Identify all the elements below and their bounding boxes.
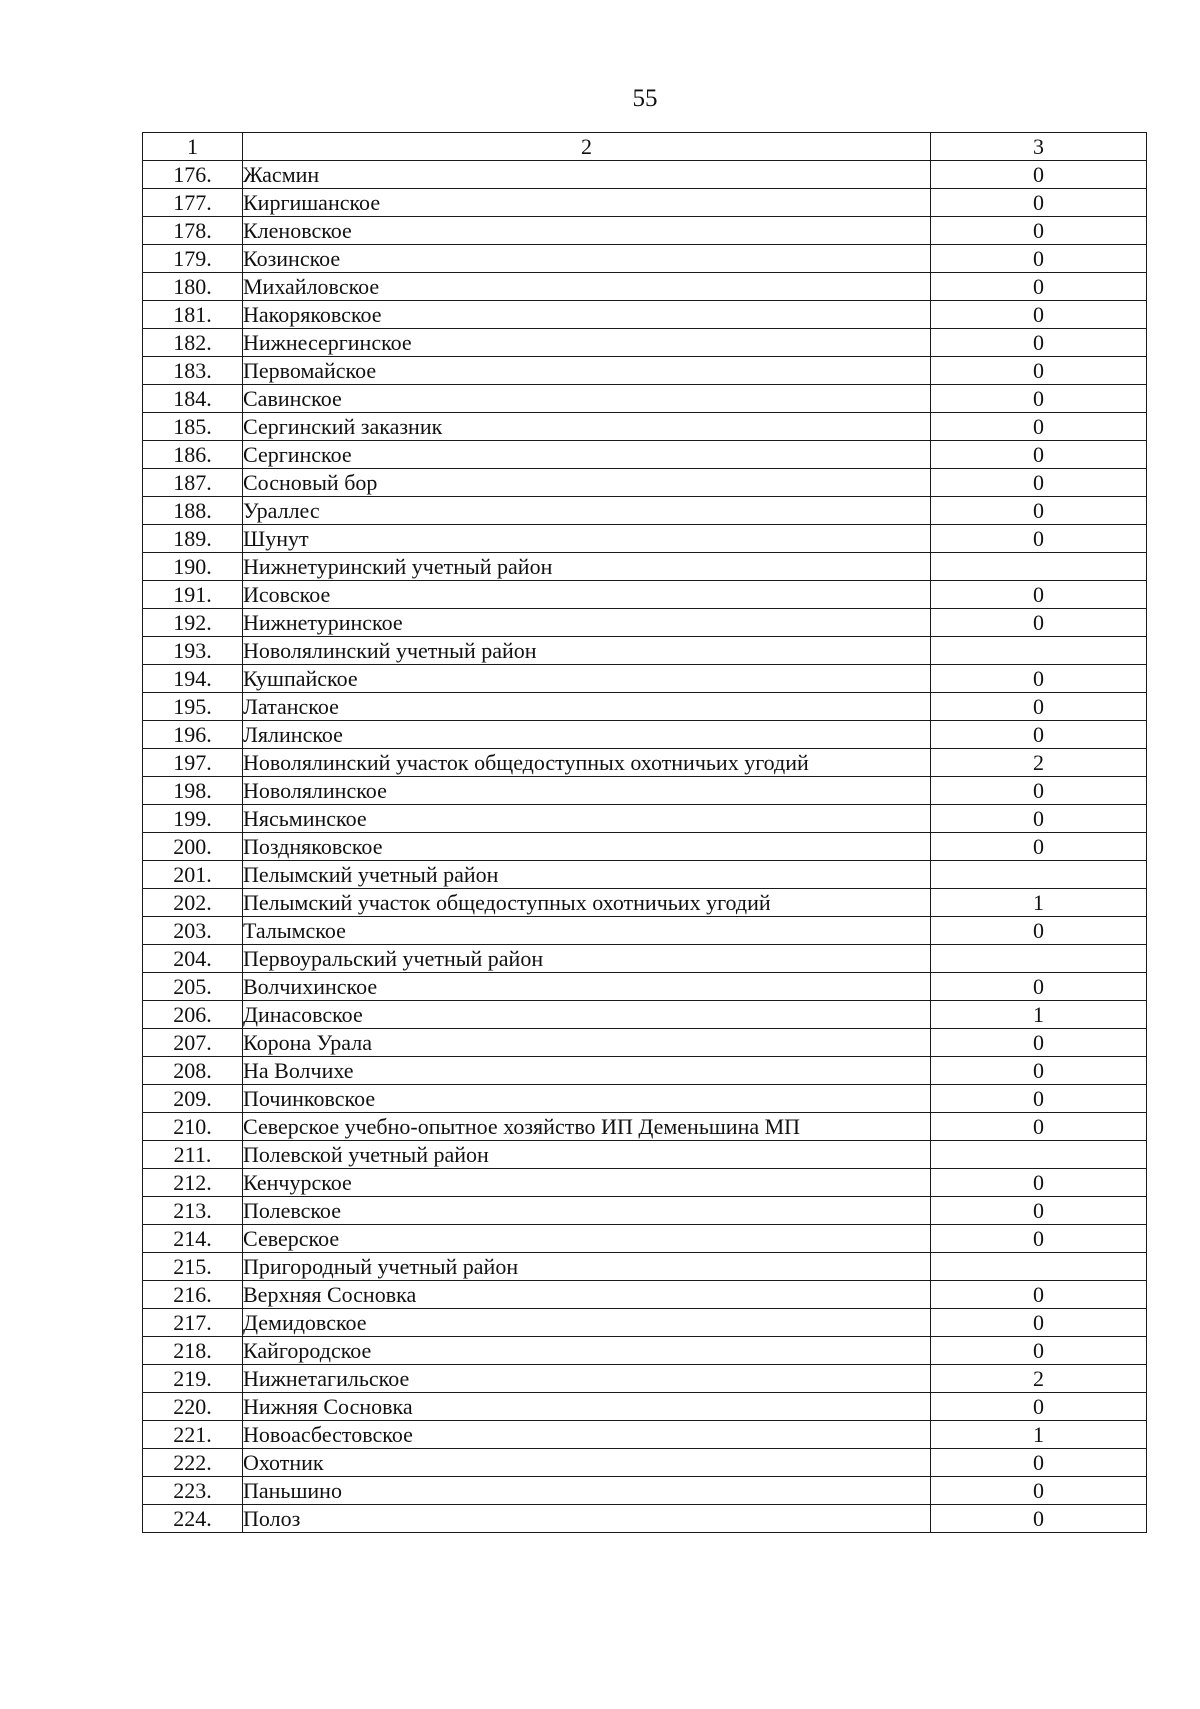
row-value: 0 [931,1225,1147,1253]
table-row [143,553,1147,581]
row-value [931,861,1147,889]
row-name: Кушпайское [243,665,931,693]
table-row [143,889,1147,917]
row-name: Демидовское [243,1309,931,1337]
row-value: 0 [931,1337,1147,1365]
row-number: 203. [143,917,243,945]
row-value: 0 [931,441,1147,469]
table-row [143,749,1147,777]
row-number: 185. [143,413,243,441]
row-name: Исовское [243,581,931,609]
table-row [143,1225,1147,1253]
row-name: Новолялинский учетный район [243,637,931,665]
row-name: Паньшино [243,1477,931,1505]
row-value: 0 [931,1449,1147,1477]
row-name: Пелымский участок общедоступных охотничьих угодий [243,889,931,917]
row-number: 180. [143,273,243,301]
row-number: 214. [143,1225,243,1253]
row-number: 199. [143,805,243,833]
table-row [143,1393,1147,1421]
table-row [143,385,1147,413]
table-row [143,805,1147,833]
row-name: Волчихинское [243,973,931,1001]
table-row [143,581,1147,609]
row-value: 0 [931,609,1147,637]
row-number: 216. [143,1281,243,1309]
row-name: Новоасбестовское [243,1421,931,1449]
row-value: 0 [931,301,1147,329]
table-row [143,1449,1147,1477]
row-number: 218. [143,1337,243,1365]
table-row [143,413,1147,441]
row-number: 223. [143,1477,243,1505]
table-row [143,637,1147,665]
row-name: Первомайское [243,357,931,385]
table-body [143,133,1147,1533]
row-number: 211. [143,1141,243,1169]
table-row [143,525,1147,553]
table-row [143,1309,1147,1337]
row-value: 0 [931,721,1147,749]
data-table [142,132,1147,1533]
table-row [143,1113,1147,1141]
row-number: 220. [143,1393,243,1421]
row-number: 221. [143,1421,243,1449]
row-name: Новолялинский участок общедоступных охотничьих угодий [243,749,931,777]
row-name: Талымское [243,917,931,945]
row-value: 0 [931,917,1147,945]
row-number: 191. [143,581,243,609]
row-number: 200. [143,833,243,861]
row-name: Латанское [243,693,931,721]
table-row [143,1337,1147,1365]
row-value [931,637,1147,665]
row-number: 188. [143,497,243,525]
row-number: 210. [143,1113,243,1141]
row-name: Нясьминское [243,805,931,833]
table-row [143,1141,1147,1169]
page-number: 55 [632,85,658,112]
row-name: Северское учебно-опытное хозяйство ИП Деменьшина МП [243,1113,931,1141]
row-number: 183. [143,357,243,385]
row-value: 0 [931,385,1147,413]
row-name: Нижнетуринское [243,609,931,637]
row-value: 0 [931,665,1147,693]
row-number: 176. [143,161,243,189]
row-value: 0 [931,1113,1147,1141]
row-value: 0 [931,329,1147,357]
row-name: Сергинский заказник [243,413,931,441]
row-name: На Волчихе [243,1057,931,1085]
table-row [143,1197,1147,1225]
row-value: 0 [931,217,1147,245]
row-name: Сергинское [243,441,931,469]
row-value [931,1253,1147,1281]
row-value [931,1141,1147,1169]
table-row [143,721,1147,749]
table-row [143,1085,1147,1113]
row-value: 0 [931,1281,1147,1309]
row-number: 198. [143,777,243,805]
table-row [143,357,1147,385]
row-value: 0 [931,1057,1147,1085]
row-value: 0 [931,189,1147,217]
row-value: 0 [931,777,1147,805]
row-name: Полевской учетный район [243,1141,931,1169]
row-name: Сосновый бор [243,469,931,497]
table-row [143,1029,1147,1057]
row-name: Кенчурское [243,1169,931,1197]
table-row [143,273,1147,301]
table-row [143,1057,1147,1085]
row-number: 177. [143,189,243,217]
row-name: Починковское [243,1085,931,1113]
row-number: 207. [143,1029,243,1057]
table-row [143,833,1147,861]
row-name: Кленовское [243,217,931,245]
row-value: 0 [931,1393,1147,1421]
row-value: 0 [931,1309,1147,1337]
row-name: Нижняя Сосновка [243,1393,931,1421]
row-name: Накоряковское [243,301,931,329]
table-row [143,1365,1147,1393]
row-number: 208. [143,1057,243,1085]
row-number: 201. [143,861,243,889]
row-number: 205. [143,973,243,1001]
row-name: Полоз [243,1505,931,1533]
row-name: Полевское [243,1197,931,1225]
row-value: 0 [931,973,1147,1001]
row-number: 190. [143,553,243,581]
row-number: 215. [143,1253,243,1281]
row-name: Ураллес [243,497,931,525]
row-value: 2 [931,749,1147,777]
row-value: 1 [931,889,1147,917]
row-value: 0 [931,245,1147,273]
row-number: 197. [143,749,243,777]
table-row [143,497,1147,525]
row-number: 212. [143,1169,243,1197]
row-value: 0 [931,161,1147,189]
row-name: Нижнетагильское [243,1365,931,1393]
row-number: 178. [143,217,243,245]
row-name: Северское [243,1225,931,1253]
row-name: Нижнетуринский учетный район [243,553,931,581]
row-name: Поздняковское [243,833,931,861]
row-value: 0 [931,273,1147,301]
row-name: Лялинское [243,721,931,749]
table-row [143,861,1147,889]
table-row [143,1477,1147,1505]
column-header-name: 2 [243,133,931,161]
row-name: Кайгородское [243,1337,931,1365]
table-header-row [143,133,1147,161]
row-value: 0 [931,525,1147,553]
row-number: 194. [143,665,243,693]
row-number: 189. [143,525,243,553]
row-value: 1 [931,1001,1147,1029]
row-value: 0 [931,357,1147,385]
row-name: Охотник [243,1449,931,1477]
table-row [143,1505,1147,1533]
row-name: Жасмин [243,161,931,189]
row-name: Шунут [243,525,931,553]
table-row [143,1421,1147,1449]
row-value: 0 [931,805,1147,833]
table-row [143,693,1147,721]
row-number: 195. [143,693,243,721]
table-row [143,301,1147,329]
row-value: 0 [931,497,1147,525]
row-number: 213. [143,1197,243,1225]
table-row [143,1169,1147,1197]
table-row [143,665,1147,693]
row-number: 209. [143,1085,243,1113]
row-number: 186. [143,441,243,469]
row-value: 0 [931,413,1147,441]
row-number: 219. [143,1365,243,1393]
row-number: 206. [143,1001,243,1029]
row-number: 202. [143,889,243,917]
row-value: 0 [931,1085,1147,1113]
row-value: 0 [931,1197,1147,1225]
row-number: 224. [143,1505,243,1533]
row-number: 179. [143,245,243,273]
table-row [143,1281,1147,1309]
row-number: 181. [143,301,243,329]
row-name: Динасовское [243,1001,931,1029]
table-row [143,973,1147,1001]
table-row [143,245,1147,273]
row-name: Новолялинское [243,777,931,805]
row-value: 0 [931,833,1147,861]
column-header-value: 3 [931,133,1147,161]
row-number: 187. [143,469,243,497]
table-row [143,329,1147,357]
table-row [143,189,1147,217]
row-value: 0 [931,581,1147,609]
row-number: 193. [143,637,243,665]
row-value: 0 [931,1029,1147,1057]
row-value: 0 [931,693,1147,721]
table-row [143,441,1147,469]
row-value: 1 [931,1421,1147,1449]
row-number: 204. [143,945,243,973]
row-value: 0 [931,1169,1147,1197]
row-number: 184. [143,385,243,413]
row-value: 0 [931,1505,1147,1533]
table-row [143,917,1147,945]
row-name: Савинское [243,385,931,413]
row-number: 192. [143,609,243,637]
row-name: Козинское [243,245,931,273]
row-number: 217. [143,1309,243,1337]
row-name: Нижнесергинское [243,329,931,357]
table-row [143,1001,1147,1029]
table-row [143,161,1147,189]
row-value: 0 [931,469,1147,497]
column-header-number: 1 [143,133,243,161]
row-number: 196. [143,721,243,749]
row-name: Пригородный учетный район [243,1253,931,1281]
row-number: 222. [143,1449,243,1477]
table-row [143,1253,1147,1281]
row-name: Корона Урала [243,1029,931,1057]
table-row [143,777,1147,805]
row-name: Киргишанское [243,189,931,217]
row-name: Верхняя Сосновка [243,1281,931,1309]
table-row [143,609,1147,637]
row-value: 0 [931,1477,1147,1505]
row-value [931,945,1147,973]
row-value [931,553,1147,581]
row-name: Пелымский учетный район [243,861,931,889]
row-value: 2 [931,1365,1147,1393]
table-row [143,469,1147,497]
row-name: Михайловское [243,273,931,301]
row-number: 182. [143,329,243,357]
table-row [143,217,1147,245]
table-row [143,945,1147,973]
row-name: Первоуральский учетный район [243,945,931,973]
